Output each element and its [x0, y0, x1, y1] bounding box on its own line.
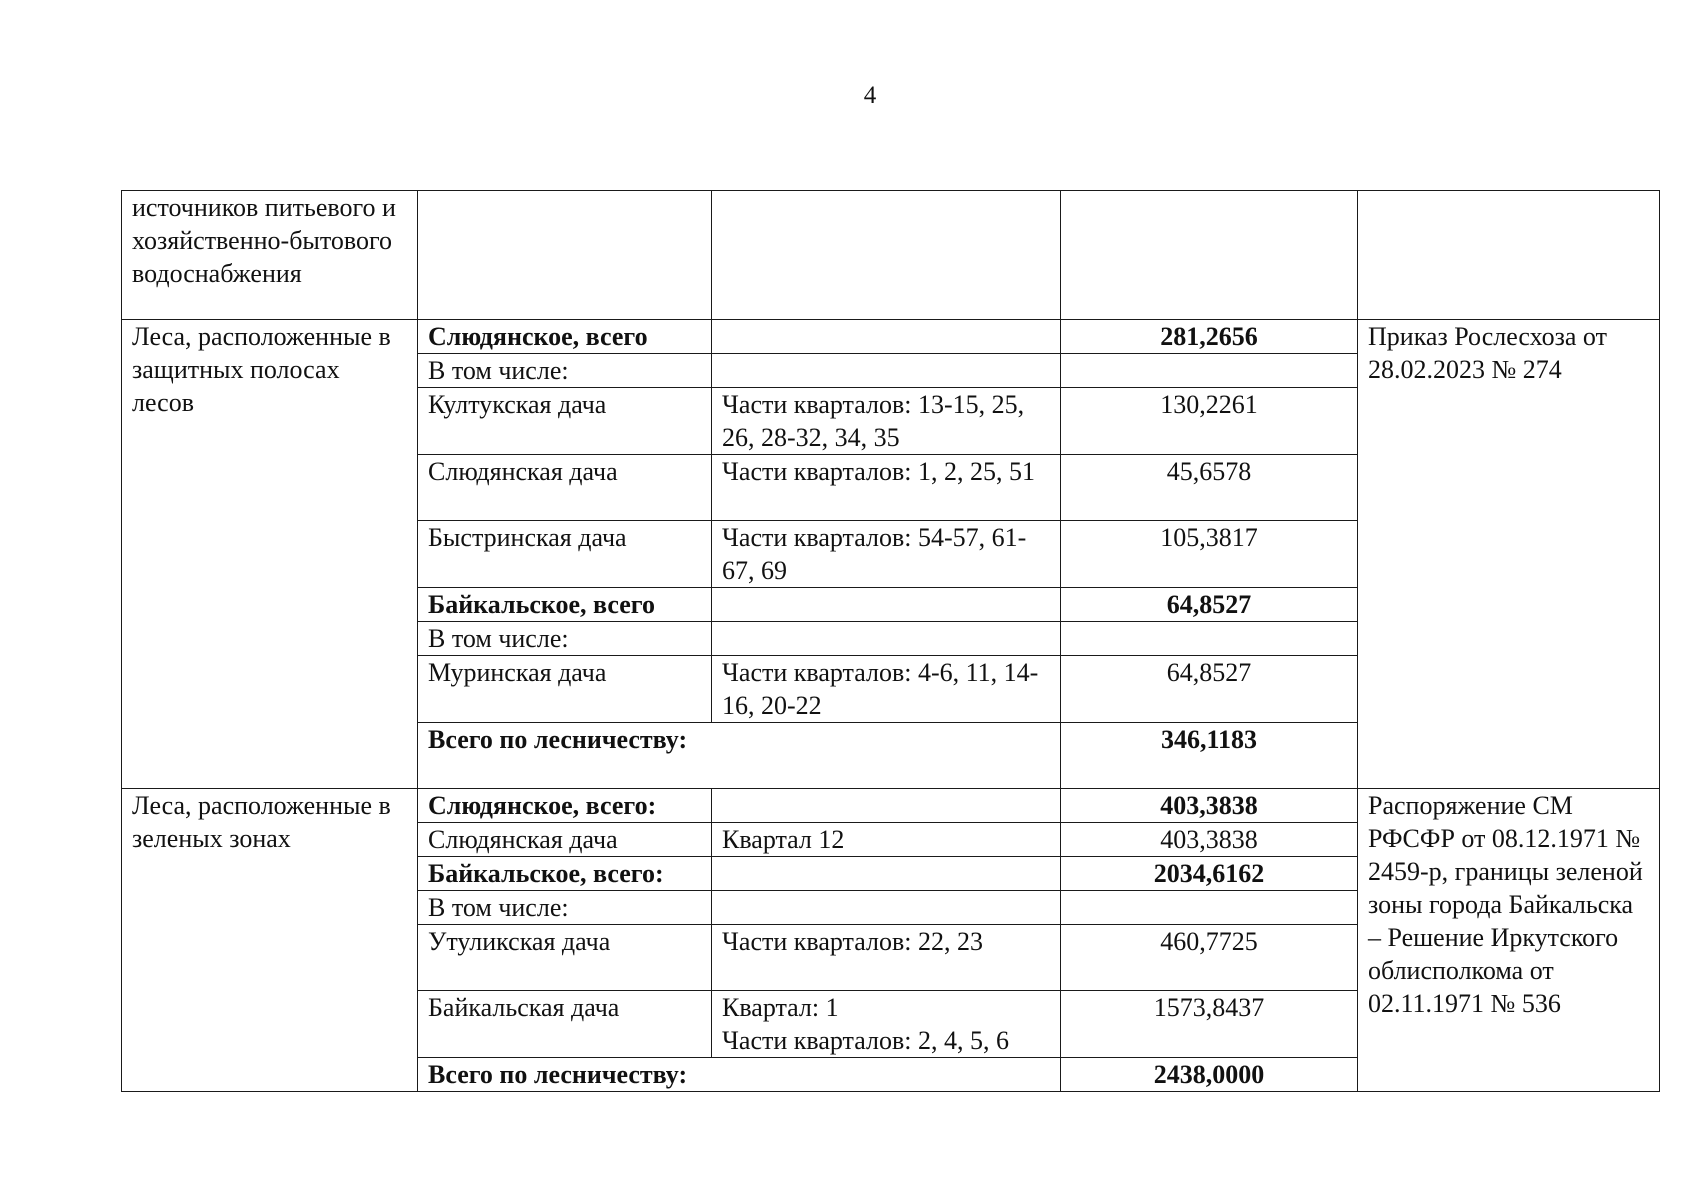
quarters-cell — [712, 354, 1061, 388]
forestry-cell: Слюдянская дача — [418, 823, 712, 857]
forestry-cell: Байкальское, всего: — [418, 857, 712, 891]
area-cell: 2034,6162 — [1061, 857, 1358, 891]
forestry-cell: В том числе: — [418, 354, 712, 388]
page-number: 4 — [863, 82, 877, 109]
area-cell: 281,2656 — [1061, 320, 1358, 354]
forest-table — [121, 190, 1660, 1092]
quarters-cell: Части кварталов: 1, 2, 25, 51 — [712, 455, 1061, 521]
area-cell: 403,3838 — [1061, 823, 1358, 857]
quarters-cell: Части кварталов: 13-15, 25, 26, 28-32, 34, 35 — [712, 388, 1061, 455]
quarters-cell — [712, 622, 1061, 656]
area-cell: 1573,8437 — [1061, 991, 1358, 1058]
forestry-cell — [418, 191, 712, 320]
quarters-cell: Части кварталов: 54-57, 61-67, 69 — [712, 521, 1061, 588]
table-body — [122, 191, 1660, 1092]
quarters-cell — [712, 789, 1061, 823]
area-cell: 64,8527 — [1061, 656, 1358, 723]
area-cell: 130,2261 — [1061, 388, 1358, 455]
total-area: 2438,0000 — [1061, 1058, 1358, 1092]
total-label: Всего по лесничеству: — [418, 723, 1061, 789]
basis-cell: Приказ Рослесхоза от 28.02.2023 № 274 — [1358, 320, 1660, 789]
quarters-cell: Квартал 12 — [712, 823, 1061, 857]
area-cell: 460,7725 — [1061, 925, 1358, 991]
quarters-cell: Части кварталов: 4-6, 11, 14-16, 20-22 — [712, 656, 1061, 723]
category-cell: источников питьевого и хозяйственно-бытового водоснабжения — [122, 191, 418, 320]
quarters-cell: Части кварталов: 22, 23 — [712, 925, 1061, 991]
continuation-row — [122, 191, 1660, 320]
basis-cell: Распоряжение СМ РФСФР от 08.12.1971 № 2459-р, границы зеленой зоны города Байкальска – Решение Иркутского облисполкома от 02.11.1971 № 536 — [1358, 789, 1660, 1092]
forestry-cell: Слюдянское, всего: — [418, 789, 712, 823]
forestry-cell: В том числе: — [418, 891, 712, 925]
area-cell — [1061, 191, 1358, 320]
category-cell: Леса, расположенные в защитных полосах лесов — [122, 320, 418, 789]
quarters-cell — [712, 588, 1061, 622]
total-area: 346,1183 — [1061, 723, 1358, 789]
forestry-cell: Слюдянское, всего — [418, 320, 712, 354]
forestry-cell: Култукская дача — [418, 388, 712, 455]
total-label: Всего по лесничеству: — [418, 1058, 1061, 1092]
forestry-cell: Утуликская дача — [418, 925, 712, 991]
area-cell — [1061, 891, 1358, 925]
forestry-cell: В том числе: — [418, 622, 712, 656]
area-cell — [1061, 354, 1358, 388]
forestry-cell: Слюдянская дача — [418, 455, 712, 521]
quarters-cell — [712, 857, 1061, 891]
area-cell: 64,8527 — [1061, 588, 1358, 622]
forestry-cell: Байкальская дача — [418, 991, 712, 1058]
area-cell: 403,3838 — [1061, 789, 1358, 823]
quarters-cell: Квартал: 1 Части кварталов: 2, 4, 5, 6 — [712, 991, 1061, 1058]
forestry-cell: Быстринская дача — [418, 521, 712, 588]
area-cell — [1061, 622, 1358, 656]
quarters-cell — [712, 320, 1061, 354]
category-cell: Леса, расположенные в зеленых зонах — [122, 789, 418, 1092]
table-row — [122, 789, 1660, 823]
basis-cell — [1358, 191, 1660, 320]
forestry-cell: Муринская дача — [418, 656, 712, 723]
forestry-cell: Байкальское, всего — [418, 588, 712, 622]
area-cell: 45,6578 — [1061, 455, 1358, 521]
table-row — [122, 320, 1660, 354]
area-cell: 105,3817 — [1061, 521, 1358, 588]
quarters-cell — [712, 191, 1061, 320]
quarters-cell — [712, 891, 1061, 925]
